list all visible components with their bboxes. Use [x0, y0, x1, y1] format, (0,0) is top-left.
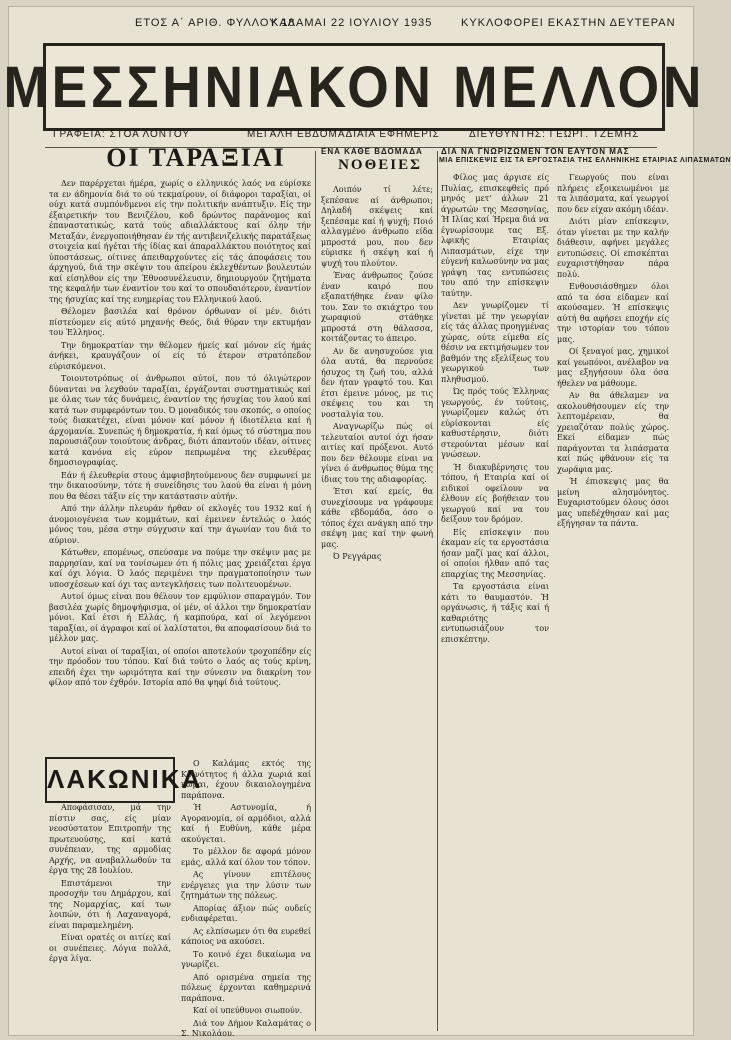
newspaper-tagline: ΜΕΓΑΛΗ ΕΒΔΟΜΑΔΙΑΙΑ ΕΦΗΜΕΡΙΣ: [247, 129, 440, 140]
issue-date: ΚΑΛΑΜΑΙ 22 ΙΟΥΛΙΟΥ 1935: [271, 17, 433, 29]
factories-paragraph-1: Φίλος μας άργισε είς Πυλίας, επισκεφθείς πρό μηνός μετ' άλλων 21 άγρωτών της Μεσσηνίας, Ή Ιλίας καί Ήρεμα διά να έγνωρίσουμε τας Εξ. λφικής Εταιρίας Λιπασμάτων, είχε την εύγενή καλωσύνην να μας γράψη τας εντυπώσεις του από την επίσκεψιν ταύτην.: [441, 173, 549, 298]
main-paragraph-9: Αυτοί είναι οί ταραξίαι, οί οποίοι αποτελούν τροχοπέδην είς την πρόοδον του τόπου. Καί διά τούτο ο λαός ας τούς κρίνη, επειδή έχει την ωριμότητα καί την σύνεσιν να διακρίνη τον φίλον από τον έχθρόν. Ιστορία από θα ψηφί διά τούτους.: [49, 646, 311, 687]
factories-body-col-1: [441, 173, 549, 1031]
main-article-body: [49, 179, 311, 749]
director-name: ΔΙΕΥΘΥΝΤΗΣ: ΓΕΩΡΓ. ΤΖΕΜΗΣ: [469, 129, 640, 140]
factories-paragraph-4: Ή διακυβέρνησις του τόπου, ή Εταιρία καί οί ειδικοί οφείλουν να έλθουν είς βοήθειαν του γεωργού καί να του δείξουν τον δρόμον.: [441, 462, 549, 524]
office-address: ΓΡΑΦΕΙΑ: ΣΤΟΑ ΛΟΝΤΟΥ: [53, 129, 191, 140]
lakonika-paragraph-5: Ή Αστυνομία, ή Αγορανομία, οί αρμόδιοι, αλλά καί ή Ευθύνη, κάθε μέρα ακούγεται.: [181, 803, 311, 844]
main-paragraph-3: Την δημοκρατίαν την θέλομεν ήμείς καί μόνον είς ήμάς άνήκει, κραυγάζουν οί είς τό έτερον στρατόπεδον εύρισκόμενοι.: [49, 340, 311, 371]
factories-body-col-2: [557, 173, 669, 1031]
lakonika-paragraph-8: Απορίας άξιον πώς ουδείς ενδιαφέρεται.: [181, 903, 311, 923]
factories-paragraph-10: Οί ξεναγοί μας, χημικοί καί γεωπόνοι, ανέλαβον να μας εξηγήσουν όλα όσα ήθελεν να μάθουμε.: [557, 347, 669, 388]
lakonika-paragraph-4: Ο Καλάμας εκτός της Κοινότητος ή άλλα χωριά καί κώμαι, έχουν δικαιολογημένα παράπονα.: [181, 759, 311, 800]
main-paragraph-4: Τοιουτοτρόπως οί άνθρωποι αύτοί, που τό όλιγώτερον δύνανται να λεχθούν ταραξίαι, έργάζονται συστηματικώς καί με όλας των τάς δυνάμεις, έναντίον της ήσυχίας του λαού καί κατά των συμφερόντων του. Ό μοναδικός του σκοπός, ο οποίος τούς διακατέχει, είναι μόνον καί μόνον ή ίδιοτέλεια καί ή άρχομανία. Συνεπώς ή δημοκρατία, ή καί όμως τό σύστημα που παρουσιάζουν τοιούτους άνδρας, διότι άπαντούν ιδέαν, οίτινες κατά κανόνα είς εύρον πεπρωμένα της ελευθέρας δημοσιογραφίας.: [49, 374, 311, 467]
newspaper-page: [3, 6, 731, 1038]
main-paragraph-6: Από την άλλην πλευράν ήρθαν οί εκλογές του 1932 καί ή άνομοιογένεια των κομμάτων, καί έμεινεν έντελώς ο λαός μόνος του, μέσα στην σύγχυσιν καί την άγωνίαν του διά το αύριον.: [49, 504, 311, 545]
nothies-kicker: ΕΝΑ ΚΑΘΕ ΒΔΟΜΑΔΑ: [321, 147, 423, 156]
nothies-body: [321, 185, 433, 1031]
factories-paragraph-11: Αν θα άθελαμεν να ακολουθήσουμεν είς την λεπτομέρειαν, θα χρειαζόταν πολύς χώρος. Εκεί είδαμεν πώς παράγονται τα λιπάσματα καί πώς φθάνουν είς τα χωράφια μας.: [557, 391, 669, 474]
lakonika-paragraph-9: Ας ελπίσωμεν ότι θα ευρεθεί κάποιος να ακούσει.: [181, 926, 311, 946]
main-paragraph-5: Εάν ή έλευθερία στους άμφισβητούμενους δεν συμφωνεί με την δικαιοσύνην, τότε ή συνείδησις του λαού θα είναι ή μόνη που θα θέσει τάξιν είς την κατάστασιν αύτήν.: [49, 470, 311, 501]
column-divider-2: [437, 151, 438, 1031]
lakonika-title: ΛΑΚΩΝΙΚΑ: [45, 757, 175, 803]
lakonika-paragraph-2: Επιστάμενοι την προσοχήν του Δημάρχου, καί της Νομαρχίας, καί των λοιπών, ότι ή Λαχαναγορά, είναι παραμελημένη.: [49, 878, 171, 930]
factories-paragraph-3: Ώς πρός τούς Έλληνας γεωργούς, έν τούτοις, γνωρίζομεν καλώς ότι εύρίσκονται είς καθυστέρησιν, διότι στερούνται μέσων καί γνώσεων.: [441, 387, 549, 459]
publication-schedule: ΚΥΚΛΟΦΟΡΕΙ ΕΚΑΣΤΗΝ ΔΕΥΤΕΡΑΝ: [461, 17, 676, 29]
nothies-paragraph-4: Αναγνωρίζω πώς οί τελευταίοι αυτοί όχι ήσαν αιτίες καί πρόξενοι. Αυτό που δεν θέλουμε είναι να γίνει ό άνθρωπος θύμα της ίδιας του της αδιαφορίας.: [321, 422, 433, 484]
issue-info: ΕΤΟΣ Α΄ ΑΡΙΘ. ΦΥΛΛΟΥ 18: [135, 17, 296, 29]
main-paragraph-2: Θέλομεν βασιλέα καί θρόνον όρθωναν οί μέν. διότι πίστεύομεν είς αύτό μηχανής Θεός, διά θύραν την εκτυμήαν του Έλληνος.: [49, 307, 311, 337]
factories-paragraph-8: Διότι μίαν επίσκεψιν, όταν γίνεται με την καλήν διάθεσιν, αφήνει μεγάλες εντυπώσεις. Οί επισκέπται ευχαριστήθησαν πάρα πολύ.: [557, 217, 669, 279]
lakonika-paragraph-10: Το κοινό έχει δικαίωμα να γνωρίζει.: [181, 949, 311, 969]
nothies-paragraph-1: Λοιπόν τί λέτε; ξεπέσανε αί άνθρωποι; Δηλαδή σκέψεις καί ξεπέσαμε καί ή ψυχή; Ποιό αλλαγμένο άνθρωπο είδα μπροστά μου, που δεν εύρισκε ή σκέψη καί ή ψυχή του πλούτον.: [321, 185, 433, 268]
lakonika-paragraph-1: Αποφάσισαν, μά την πίστιν σας, είς μίαν νεοσύστατον Επιτροπήν της πρωτευούσης, καί κατά συνέπειαν, της αρμοδίας Αρχής, να αναβαλλωθούν τα έργα της 28 Ιουλίου.: [49, 803, 171, 875]
nothies-paragraph-3: Αν δε ανησυχούσε για όλα αυτά, θα περνούσε ήσυχος τη ζωή του, αλλά δεν ήταν γραφτό του. Και έτσι έμεινε μόνος, με τις σκέψεις του και τη νοσταλγία του.: [321, 346, 433, 419]
main-paragraph-8: Αυτοί όμως είναι που θέλουν τον εμφύλιον σπαραγμόν. Τον βασιλέα χωρίς δημοψήφισμα, οί μέν, οί άλλοι την δημοκρατίαν μόνοι. Καί έτσι ή Ελλάς, ή καμπούρα, καί οί λεγόμενοι ταραξίαι, οί άγραφοι καί οί λαλίστατοι, θα αποφασίσουν διά το μέλλον μας.: [49, 592, 311, 643]
newspaper-title: ΜΕΣΣΗΝΙΑΚΟΝ ΜΕΛΛΟΝ: [3, 54, 705, 120]
lakonika-paragraph-6: Το μέλλον δε αφορά μόνον εμάς, αλλά καί όλον τον τόπον.: [181, 847, 311, 867]
factories-paragraph-6: Τα εργοστάσια είναι κάτι το θαυμαστόν. Ή οργάνωσις, ή τάξις καί ή καθαριότης εντυπωσιάζουν τον επισκέπτην.: [441, 582, 549, 644]
main-article-title: ΟΙ ΤΑΡΑΞΙΑΙ: [106, 143, 286, 172]
lakonika-paragraph-12: Καί οί υπεύθυνοι σιωπούν.: [193, 1006, 303, 1015]
nothies-paragraph-2: Ένας άνθρωπος ζούσε έναν καιρό που εξαπατήθηκε έναν φίλο του. Σαν το σκιάχτρο του χωραφιού στάθηκε μπροστά στη θάλασσα, κοιτάζοντας το άπειρο.: [321, 271, 433, 343]
main-paragraph-1: Δεν παρέρχεται ήμέρα, χωρίς ο ελληνικός λαός να εύρίσκε τα εν άδημονία διά το ού τεκμαίρουν, οί διάφοροι ταραξίαι, οί ούχι κατά συμπόνδμενοι είς την πολιτικήν ανάπτυξιν. Είς την έξαιρετικήν του Βενιζέλου, κοδ δρώντος παράνομος καί έπαναστατικώς, κατά τούς αδιαλλάκτους καί όλην τήν Μεταξάν, ένεργοποιήθησαν έν τής αντιβενιζελικής παρατάξεως στοιχεία καί ήγέται τής ίδίας καί άπαραλλάκτου ποιότητος καί ύποστάσεως, οίτινες άπειθαρχούντες είς τάς άποφάσεις του άρχηγού, διά την σκέψιν του άπείρου έκλεχθέντων βουλευτών καί είσηλθον είς την Έθνοσυνέλευσιν, δημιουργούν ζητήματα της κεφαλήν των έναντίον του καί το σπουδαιότερον, έναντίον της ήσυχίας καί της ευημερίας του Ελληνικού λαού.: [49, 179, 311, 304]
lakonika-paragraph-3: Είναι ορατές οι αιτίες καί οι συνέπειες. Λόγια πολλά, έργα λίγα.: [49, 933, 171, 963]
factories-title: ΜΙΑ ΕΠΙΣΚΕΨΙΣ ΕΙΣ ΤΑ ΕΡΓΟΣΤΑΣΙΑ ΤΗΣ ΕΛΛΗΝΙΚΗΣ ΕΤΑΙΡΙΑΣ ΛΙΠΑΣΜΑΤΩΝ: [439, 157, 731, 164]
factories-kicker: ΔΙΑ ΝΑ ΓΝΩΡΙΖΩΜΕΝ ΤΟΝ ΕΑΥΤΟΝ ΜΑΣ: [441, 147, 630, 156]
column-divider-1: [315, 151, 316, 1031]
lakonika-body-col-1: [49, 803, 171, 1031]
lakonika-paragraph-7: Ας γίνουν επιτέλους ενέργειες για την λύσιν των ζητημάτων της πόλεως.: [181, 870, 311, 900]
factories-paragraph-7: Γεωργούς που είναι πλήρεις εξοικειωμένοι με τα λιπάσματα, καί γεωργοί που δεν είχαν ακόμη ιδέαν.: [557, 173, 669, 214]
masthead-box: [3, 43, 705, 131]
main-paragraph-7: Κάτωθεν, επομένως, σπεύσαμε να πούμε την σκέψιν μας με παρρησίαν, καί να τονίσωμεν ότι ή πόλις μας χρειάζεται έργα καί όχι λόγια. Ό λαός περιμένει την πραγματοποίησιν των υποσχέσεων καί όχι τας αντεγκλήσεις των πολιτευομένων.: [49, 548, 311, 589]
lakonika-paragraph-13: Διά τον Δήμον Καλαμάτας ο Σ. Νικολάου.: [181, 1018, 311, 1038]
lakonika-body-col-2: [181, 759, 311, 1038]
masthead-topline: [9, 7, 693, 33]
factories-paragraph-12: Ή έπισκεψις μας θα μείνη αλησμόνητος. Ευχαριστούμεν όλους όσοι μας υπεδέχθησαν καί μας εξήγησαν τα πάντα.: [557, 477, 669, 528]
factories-paragraph-5: Είς επίσκεψιν που έκαμαν είς τα εργοστάσια ήσαν μαζί μας καί άλλοι, οί οποίοι ήλθαν από τας επαρχίας της Μεσσηνίας.: [441, 527, 549, 579]
factories-paragraph-9: Ενθουσιάσθημεν όλοι από τα όσα είδαμεν καί ακούσαμεν. Ή επίσκεψις αύτή θα αφήσει εποχήν είς την ιστορίαν του τόπου μας.: [557, 282, 669, 344]
factories-paragraph-2: Δεν γνωρίζομεν τί γίνεται μέ την γεωργίαν είς τάς άλλας προηγμένας χώρας, ούτε είμεθα είς θέσιν να εκτιμήσωμεν τον βαθμόν της εξελίξεως του γεωργικού των πληθυσμού.: [441, 301, 549, 384]
nothies-paragraph-5: Έτσι καί εμείς, θα συνεχίσουμε να γράφουμε κάθε εβδομάδα, όσο ο τόπος έχει ανάγκη από την σκέψη μας καί την φωνή μας.: [321, 487, 433, 549]
nothies-title: ΝΟΘΕΙΕΣ: [338, 157, 422, 173]
nothies-signature: Ό Ρεγγάρας: [333, 552, 382, 561]
lakonika-paragraph-11: Από ορισμένα σημεία της πόλεως έρχονται καθημερινά παράπονα.: [181, 972, 311, 1003]
